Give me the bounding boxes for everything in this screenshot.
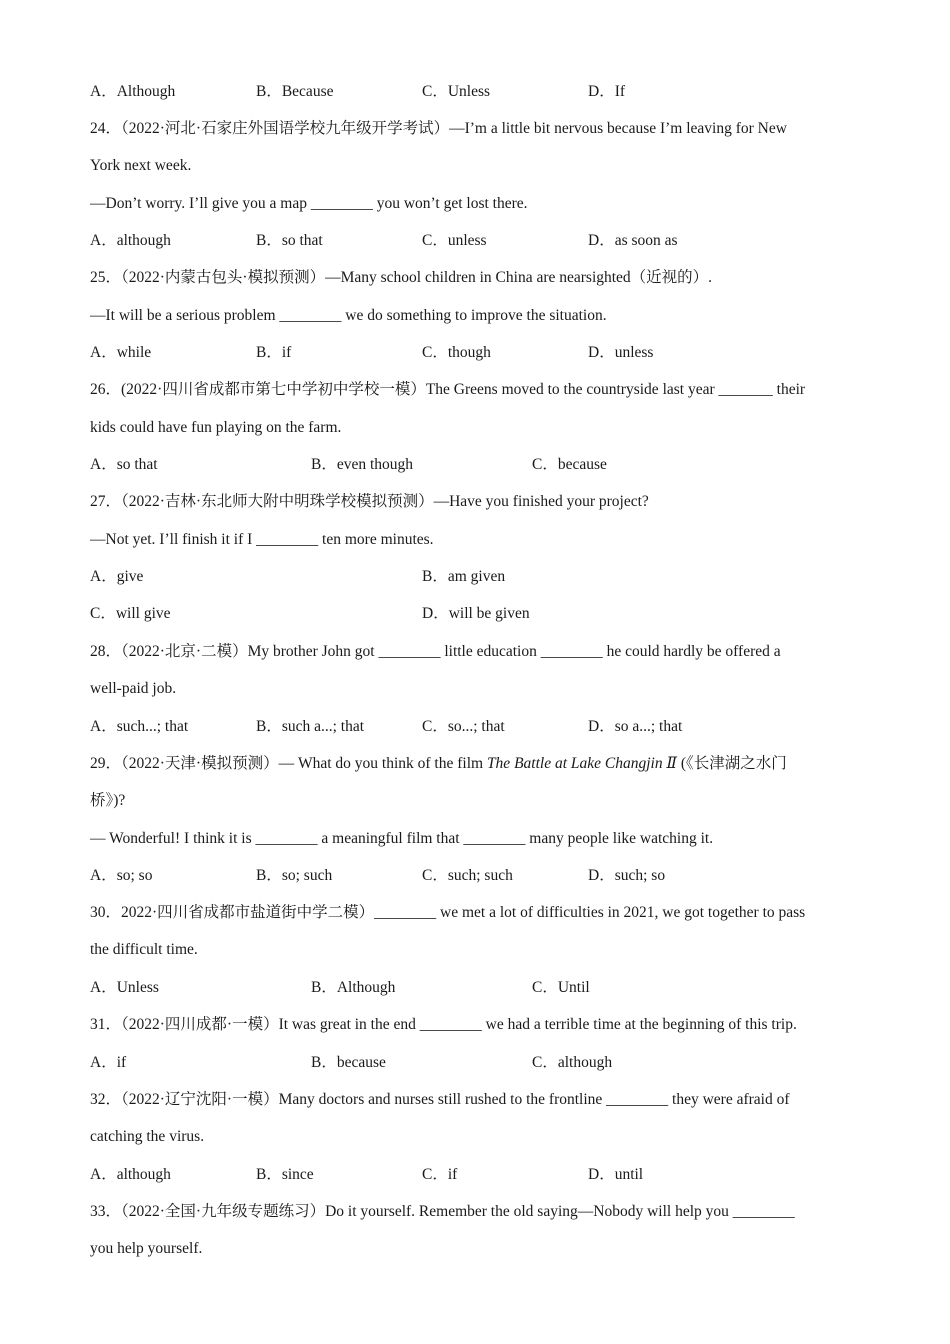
q28-option-b: B．such a...; that <box>256 718 365 735</box>
q27-option-a: A．give <box>90 568 144 585</box>
q24-option-a: A．although <box>90 232 171 249</box>
q32-option-d: D．until <box>588 1166 644 1183</box>
q29-stem-line3: — Wonderful! I think it is ________ a meaningful film that ________ many people like watching it. <box>90 830 714 847</box>
q24-stem-line1: 24．（2022·河北·石家庄外国语学校九年级开学考试）—I’m a little bit nervous because I’m leaving for New <box>90 120 787 137</box>
q24-stem-line3: —Don’t worry. I’ll give you a map ________ you won’t get lost there. <box>90 195 528 212</box>
q25-option-d: D．unless <box>588 344 654 361</box>
q25-stem-line2: —It will be a serious problem ________ we do something to improve the situation. <box>90 307 607 324</box>
q27-option-d: D．will be given <box>422 605 530 622</box>
q29-stem-suffix: (《长津湖之水门 <box>677 755 787 772</box>
q32-stem-line2: catching the virus. <box>90 1128 205 1145</box>
q24-option-c: C．unless <box>422 232 487 249</box>
q25-option-a: A．while <box>90 344 152 361</box>
q24-option-d: D．as soon as <box>588 232 678 249</box>
q25-option-c: C．though <box>422 344 491 361</box>
q26-option-b: B．even though <box>311 456 414 473</box>
q31-option-c: C．although <box>532 1054 613 1071</box>
q31-option-a: A．if <box>90 1054 127 1071</box>
q23-option-a: A．Although <box>90 83 176 100</box>
q29-option-a: A．so; so <box>90 867 153 884</box>
q25-option-b: B．if <box>256 344 292 361</box>
q29-film-title: The Battle at Lake Changjin Ⅱ <box>486 755 678 772</box>
q29-stem-line2: 桥》)? <box>90 792 126 809</box>
q30-option-b: B．Although <box>311 979 396 996</box>
q26-option-a: A．so that <box>90 456 158 473</box>
q30-stem-line1: 30．2022·四川省成都市盐道街中学二模）________ we met a lot of difficulties in 2021, we got together to pass <box>90 904 806 921</box>
q29-stem-prefix: 29．（2022·天津·模拟预测）— What do you think of the film <box>90 755 487 772</box>
q24-stem-line2: York next week. <box>90 157 192 174</box>
q29-option-d: D．such; so <box>588 867 666 884</box>
q23-option-c: C．Unless <box>422 83 491 100</box>
q25-stem-line1: 25．（2022·内蒙古包头·模拟预测）—Many school children in China are nearsighted（近视的）. <box>90 269 713 286</box>
q33-stem-line2: you help yourself. <box>90 1240 203 1257</box>
q32-option-b: B．since <box>256 1166 314 1183</box>
q31-option-b: B．because <box>311 1054 386 1071</box>
q27-option-b: B．am given <box>422 568 506 585</box>
q30-option-c: C．Until <box>532 979 590 996</box>
q28-option-a: A．such...; that <box>90 718 189 735</box>
q28-stem-line2: well-paid job. <box>90 680 177 697</box>
q30-option-a: A．Unless <box>90 979 159 996</box>
q31-stem-line1: 31．（2022·四川成都·一模）It was great in the end ________ we had a terrible time at the beginning of this trip. <box>90 1016 797 1033</box>
q28-stem-line1: 28．（2022·北京·二模）My brother John got ________ little education ________ he could hardly be offered a <box>90 643 781 660</box>
q29-option-c: C．such; such <box>422 867 513 884</box>
q28-option-c: C．so...; that <box>422 718 505 735</box>
q27-option-c: C．will give <box>90 605 171 622</box>
q29-option-b: B．so; such <box>256 867 333 884</box>
q24-option-b: B．so that <box>256 232 323 249</box>
q33-stem-line1: 33．（2022·全国·九年级专题练习）Do it yourself. Remember the old saying—Nobody will help you ________ <box>90 1203 795 1220</box>
q27-stem-line1: 27．（2022·吉林·东北师大附中明珠学校模拟预测）—Have you finished your project? <box>90 493 649 510</box>
q30-stem-line2: the difficult time. <box>90 941 198 958</box>
q29-stem-line1 <box>90 754 787 774</box>
q32-option-c: C．if <box>422 1166 458 1183</box>
q32-option-a: A．although <box>90 1166 171 1183</box>
q26-option-c: C．because <box>532 456 607 473</box>
q26-stem-line1: 26．(2022·四川省成都市第七中学初中学校一模）The Greens moved to the countryside last year _______ their <box>90 381 806 398</box>
q26-stem-line2: kids could have fun playing on the farm. <box>90 419 342 436</box>
q23-option-b: B．Because <box>256 83 334 100</box>
q23-option-d: D．If <box>588 83 626 100</box>
q27-stem-line2: —Not yet. I’ll finish it if I ________ ten more minutes. <box>90 531 434 548</box>
q32-stem-line1: 32．（2022·辽宁沈阳·一模）Many doctors and nurses still rushed to the frontline ________ they were afraid of <box>90 1091 790 1108</box>
q28-option-d: D．so a...; that <box>588 718 683 735</box>
